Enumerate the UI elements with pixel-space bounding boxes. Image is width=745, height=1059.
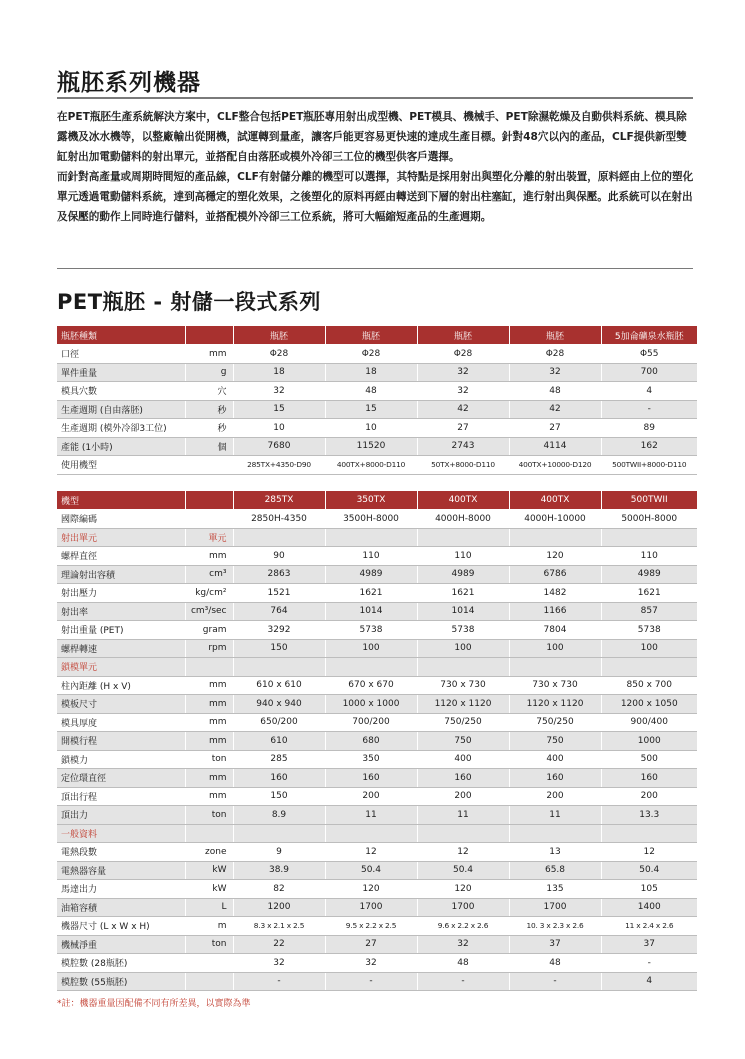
row-value: 1621 <box>325 584 417 603</box>
table-row <box>57 602 697 621</box>
row-label: 機械淨重 <box>57 935 185 954</box>
machine-spec-table <box>57 491 697 991</box>
row-value: 32 <box>417 935 509 954</box>
row-label: 開模行程 <box>57 732 185 751</box>
row-value: Φ28 <box>417 345 509 364</box>
row-value: 7804 <box>509 621 601 640</box>
header-label: 機型 <box>57 491 185 510</box>
row-value: 1621 <box>417 584 509 603</box>
row-value: 940 x 940 <box>233 695 325 714</box>
table-row <box>57 750 697 769</box>
row-value: 9.6 x 2.2 x 2.6 <box>417 917 509 936</box>
row-value: 400TX+8000-D110 <box>325 456 417 475</box>
row-unit: mm <box>185 695 233 714</box>
intro-paragraph-1: 在PET瓶胚生產系統解決方案中，CLF整合包括PET瓶胚專用射出成型機、PET模具、機械手、PET除濕乾燥及自動供料系統、模具除露機及冰水機等，以整廠輸出從開機，試運轉到量產，讓客戶能更容易更快速的達成生產目標。針對48穴以內的產品，CLF提供新型雙缸射出加電動儲料的射出單元，並搭配自由落胚或模外冷卻三工位的機型供客戶選擇。 <box>57 111 687 163</box>
row-value: 120 <box>417 880 509 899</box>
table-row <box>57 584 697 603</box>
row-label: 電熱段數 <box>57 843 185 862</box>
header-col: 瓶胚 <box>233 326 325 345</box>
row-value: 1014 <box>417 602 509 621</box>
row-value: 11 x 2.4 x 2.6 <box>601 917 697 936</box>
table-header-row <box>57 326 697 345</box>
table-row <box>57 437 697 456</box>
row-value: 48 <box>325 382 417 401</box>
row-value: 850 x 700 <box>601 676 697 695</box>
header-unit <box>185 491 233 510</box>
table-row <box>57 400 697 419</box>
row-unit: mm <box>185 676 233 695</box>
row-value: 42 <box>509 400 601 419</box>
row-label: 頂出力 <box>57 806 185 825</box>
row-label: 模腔數 (28瓶胚) <box>57 954 185 973</box>
row-value: Φ28 <box>325 345 417 364</box>
row-unit: 秒 <box>185 400 233 419</box>
row-value: 32 <box>325 954 417 973</box>
table-row <box>57 898 697 917</box>
table-row <box>57 676 697 695</box>
empty-cell <box>325 528 417 547</box>
row-unit: ton <box>185 806 233 825</box>
row-value: 200 <box>417 787 509 806</box>
row-value: 32 <box>233 382 325 401</box>
row-label: 模具穴數 <box>57 382 185 401</box>
empty-cell <box>233 528 325 547</box>
row-value: 32 <box>417 363 509 382</box>
row-unit: mm <box>185 547 233 566</box>
row-unit <box>185 456 233 475</box>
row-value: 27 <box>417 419 509 438</box>
row-value: 200 <box>325 787 417 806</box>
row-value: 110 <box>417 547 509 566</box>
row-value: 4989 <box>325 565 417 584</box>
row-label: 口徑 <box>57 345 185 364</box>
row-value: 4000H-10000 <box>509 510 601 529</box>
row-value: 50TX+8000-D110 <box>417 456 509 475</box>
row-value: 4 <box>601 382 697 401</box>
row-value: 730 x 730 <box>417 676 509 695</box>
row-value: 610 <box>233 732 325 751</box>
section-title: PET瓶胚 - 射儲一段式系列 <box>57 290 321 314</box>
row-value: 764 <box>233 602 325 621</box>
row-label: 定位環直徑 <box>57 769 185 788</box>
row-value: 2743 <box>417 437 509 456</box>
row-value: 500 <box>601 750 697 769</box>
row-value: 6786 <box>509 565 601 584</box>
row-value: 750 <box>509 732 601 751</box>
header-col: 400TX <box>509 491 601 510</box>
row-unit: kW <box>185 880 233 899</box>
row-value: 700/200 <box>325 713 417 732</box>
row-unit: 穴 <box>185 382 233 401</box>
row-value: 150 <box>233 639 325 658</box>
row-unit <box>185 954 233 973</box>
row-value: 200 <box>509 787 601 806</box>
row-value: 285TX+4350-D90 <box>233 456 325 475</box>
table-row <box>57 843 697 862</box>
row-unit: zone <box>185 843 233 862</box>
row-value: 750 <box>417 732 509 751</box>
section-unit <box>185 658 233 677</box>
row-value: 1621 <box>601 584 697 603</box>
empty-cell <box>509 658 601 677</box>
footnote: *註：機器重量因配備不同有所差異，以實際為準 <box>57 999 251 1009</box>
row-value: 5738 <box>601 621 697 640</box>
empty-cell <box>325 658 417 677</box>
row-label: 螺桿轉速 <box>57 639 185 658</box>
row-value: 350 <box>325 750 417 769</box>
row-unit: mm <box>185 345 233 364</box>
row-value: 900/400 <box>601 713 697 732</box>
row-value: 18 <box>325 363 417 382</box>
row-value: 37 <box>601 935 697 954</box>
row-value: 1200 x 1050 <box>601 695 697 714</box>
row-label: 模具厚度 <box>57 713 185 732</box>
row-label: 電熱器容量 <box>57 861 185 880</box>
table-section-row <box>57 658 697 677</box>
header-col: 350TX <box>325 491 417 510</box>
row-unit: ton <box>185 750 233 769</box>
row-value: 18 <box>233 363 325 382</box>
intro-paragraph-2: 而針對高產量或周期時間短的產品線，CLF有射儲分離的機型可以選擇，其特點是採用射出與塑化分離的射出裝置，原料經由上位的塑化單元透過電動儲料系統，達到高穩定的塑化效果，之後塑化的原料再經由轉送到下層的射出柱塞缸，進行射出與保壓。此系統可以在射出及保壓的動作上同時進行儲料，並搭配模外冷卻三工位系統，將可大幅縮短產品的生產週期。 <box>57 171 694 223</box>
row-value: 100 <box>325 639 417 658</box>
intro-divider <box>57 268 693 269</box>
row-value: 2863 <box>233 565 325 584</box>
row-unit: gram <box>185 621 233 640</box>
row-value: 48 <box>509 954 601 973</box>
row-value: 11520 <box>325 437 417 456</box>
empty-cell <box>233 824 325 843</box>
table-row <box>57 806 697 825</box>
empty-cell <box>417 528 509 547</box>
row-unit: g <box>185 363 233 382</box>
row-value: 2850H-4350 <box>233 510 325 529</box>
row-unit: kg/cm² <box>185 584 233 603</box>
row-value: 13 <box>509 843 601 862</box>
section-unit: 單元 <box>185 528 233 547</box>
row-value: - <box>417 972 509 991</box>
row-value: 50.4 <box>325 861 417 880</box>
row-value: 1200 <box>233 898 325 917</box>
row-value: 650/200 <box>233 713 325 732</box>
row-value: 37 <box>509 935 601 954</box>
empty-cell <box>509 824 601 843</box>
row-value: 857 <box>601 602 697 621</box>
table-row <box>57 769 697 788</box>
row-value: 162 <box>601 437 697 456</box>
table-row <box>57 621 697 640</box>
row-value: 100 <box>601 639 697 658</box>
row-label: 理論射出容積 <box>57 565 185 584</box>
row-value: 100 <box>417 639 509 658</box>
row-value: 1700 <box>325 898 417 917</box>
row-value: 32 <box>233 954 325 973</box>
row-value: 50.4 <box>417 861 509 880</box>
header-col: 500TWII <box>601 491 697 510</box>
row-unit: cm³ <box>185 565 233 584</box>
row-label: 頂出行程 <box>57 787 185 806</box>
header-col: 瓶胚 <box>417 326 509 345</box>
title-divider <box>57 97 693 99</box>
row-label: 柱內距離 (H x V) <box>57 676 185 695</box>
table-row <box>57 732 697 751</box>
row-value: 1000 <box>601 732 697 751</box>
row-value: 110 <box>601 547 697 566</box>
row-value: 1521 <box>233 584 325 603</box>
row-unit: kW <box>185 861 233 880</box>
row-value: 50.4 <box>601 861 697 880</box>
row-value: 1014 <box>325 602 417 621</box>
row-value: 38.9 <box>233 861 325 880</box>
table-row <box>57 419 697 438</box>
row-value: 8.3 x 2.1 x 2.5 <box>233 917 325 936</box>
table-row <box>57 510 697 529</box>
row-value: 65.8 <box>509 861 601 880</box>
table-section-row <box>57 824 697 843</box>
row-unit: 秒 <box>185 419 233 438</box>
row-label: 射出率 <box>57 602 185 621</box>
table-row <box>57 935 697 954</box>
row-unit: 個 <box>185 437 233 456</box>
row-label: 鎖模力 <box>57 750 185 769</box>
table-row <box>57 713 697 732</box>
empty-cell <box>417 824 509 843</box>
row-label: 機器尺寸 (L x W x H) <box>57 917 185 936</box>
row-value: 120 <box>509 547 601 566</box>
row-value: 160 <box>233 769 325 788</box>
row-value: 10 <box>325 419 417 438</box>
row-value: 9 <box>233 843 325 862</box>
row-value: 4000H-8000 <box>417 510 509 529</box>
header-col: 400TX <box>417 491 509 510</box>
table-row <box>57 345 697 364</box>
row-value: 610 x 610 <box>233 676 325 695</box>
empty-cell <box>509 528 601 547</box>
row-value: Φ28 <box>233 345 325 364</box>
row-value: 11 <box>417 806 509 825</box>
header-label: 瓶胚種類 <box>57 326 185 345</box>
table-section-row <box>57 528 697 547</box>
row-value: 1400 <box>601 898 697 917</box>
row-value: 12 <box>325 843 417 862</box>
table-row <box>57 639 697 658</box>
row-value: 4114 <box>509 437 601 456</box>
row-value: 22 <box>233 935 325 954</box>
row-value: 82 <box>233 880 325 899</box>
row-value: 730 x 730 <box>509 676 601 695</box>
row-value: 15 <box>233 400 325 419</box>
row-label: 模腔數 (55瓶胚) <box>57 972 185 991</box>
page-title: 瓶胚系列機器 <box>57 70 201 96</box>
row-value: 1166 <box>509 602 601 621</box>
row-value: 3292 <box>233 621 325 640</box>
row-unit: mm <box>185 769 233 788</box>
row-label: 生產週期 (模外冷卻3工位) <box>57 419 185 438</box>
row-value: 27 <box>325 935 417 954</box>
table-row <box>57 565 697 584</box>
intro-text <box>57 107 697 227</box>
row-value: 1120 x 1120 <box>417 695 509 714</box>
row-value: 110 <box>325 547 417 566</box>
row-value: 27 <box>509 419 601 438</box>
row-label: 射出重量 (PET) <box>57 621 185 640</box>
table-header-row <box>57 491 697 510</box>
row-value: 5738 <box>417 621 509 640</box>
row-value: 160 <box>417 769 509 788</box>
row-value: 9.5 x 2.2 x 2.5 <box>325 917 417 936</box>
row-label: 馬達出力 <box>57 880 185 899</box>
row-value: 1482 <box>509 584 601 603</box>
row-unit: mm <box>185 713 233 732</box>
header-col: 瓶胚 <box>325 326 417 345</box>
row-value: - <box>601 400 697 419</box>
row-value: 32 <box>509 363 601 382</box>
row-label: 產能 (1小時) <box>57 437 185 456</box>
section-label: 射出單元 <box>57 528 185 547</box>
table-row <box>57 695 697 714</box>
row-unit: m <box>185 917 233 936</box>
row-value: 200 <box>601 787 697 806</box>
row-value: 15 <box>325 400 417 419</box>
table-row <box>57 363 697 382</box>
row-value: 4989 <box>417 565 509 584</box>
row-value: - <box>233 972 325 991</box>
empty-cell <box>601 824 697 843</box>
row-value: 750/250 <box>417 713 509 732</box>
row-value: 11 <box>509 806 601 825</box>
row-label: 油箱容積 <box>57 898 185 917</box>
table-row <box>57 954 697 973</box>
row-value: 680 <box>325 732 417 751</box>
row-value: 135 <box>509 880 601 899</box>
table-row <box>57 972 697 991</box>
row-label: 模板尺寸 <box>57 695 185 714</box>
row-value: 285 <box>233 750 325 769</box>
empty-cell <box>325 824 417 843</box>
row-value: 89 <box>601 419 697 438</box>
section-label: 一般資料 <box>57 824 185 843</box>
row-unit: mm <box>185 787 233 806</box>
table-row <box>57 787 697 806</box>
row-value: 90 <box>233 547 325 566</box>
row-value: 5000H-8000 <box>601 510 697 529</box>
row-value: 10. 3 x 2.3 x 2.6 <box>509 917 601 936</box>
row-value: 750/250 <box>509 713 601 732</box>
row-unit: cm³/sec <box>185 602 233 621</box>
table-row <box>57 880 697 899</box>
row-value: 5738 <box>325 621 417 640</box>
row-value: 400TX+10000-D120 <box>509 456 601 475</box>
row-unit: L <box>185 898 233 917</box>
row-value: 4 <box>601 972 697 991</box>
row-label: 使用機型 <box>57 456 185 475</box>
row-value: 150 <box>233 787 325 806</box>
row-unit: rpm <box>185 639 233 658</box>
row-value: 670 x 670 <box>325 676 417 695</box>
row-value: 10 <box>233 419 325 438</box>
row-value: 42 <box>417 400 509 419</box>
row-unit: ton <box>185 935 233 954</box>
row-unit <box>185 972 233 991</box>
row-label: 單件重量 <box>57 363 185 382</box>
row-value: 48 <box>417 954 509 973</box>
row-value: 160 <box>601 769 697 788</box>
header-col: 瓶胚 <box>509 326 601 345</box>
row-unit: mm <box>185 732 233 751</box>
row-value: 7680 <box>233 437 325 456</box>
empty-cell <box>417 658 509 677</box>
row-value: 120 <box>325 880 417 899</box>
table-row <box>57 456 697 475</box>
section-label: 鎖模單元 <box>57 658 185 677</box>
table-row <box>57 861 697 880</box>
table-row <box>57 547 697 566</box>
row-value: 1700 <box>417 898 509 917</box>
header-unit <box>185 326 233 345</box>
row-value: 1120 x 1120 <box>509 695 601 714</box>
row-value: 12 <box>601 843 697 862</box>
row-value: 8.9 <box>233 806 325 825</box>
row-label: 射出壓力 <box>57 584 185 603</box>
row-value: 400 <box>417 750 509 769</box>
row-label: 國際編碼 <box>57 510 185 529</box>
empty-cell <box>233 658 325 677</box>
row-value: - <box>509 972 601 991</box>
row-value: 700 <box>601 363 697 382</box>
row-value: 13.3 <box>601 806 697 825</box>
row-value: 48 <box>509 382 601 401</box>
table-row <box>57 917 697 936</box>
row-value: 3500H-8000 <box>325 510 417 529</box>
row-value: 32 <box>417 382 509 401</box>
row-value: Φ55 <box>601 345 697 364</box>
row-value: 105 <box>601 880 697 899</box>
row-value: 400 <box>509 750 601 769</box>
row-value: 500TWII+8000-D110 <box>601 456 697 475</box>
empty-cell <box>601 658 697 677</box>
section-unit <box>185 824 233 843</box>
row-value: 4989 <box>601 565 697 584</box>
row-value: 160 <box>325 769 417 788</box>
table-row <box>57 382 697 401</box>
row-value: 11 <box>325 806 417 825</box>
header-col: 285TX <box>233 491 325 510</box>
row-value: 160 <box>509 769 601 788</box>
row-label: 生產週期 (自由落胚) <box>57 400 185 419</box>
preform-type-table <box>57 326 697 475</box>
row-value: - <box>325 972 417 991</box>
row-value: Φ28 <box>509 345 601 364</box>
row-value: 100 <box>509 639 601 658</box>
row-value: - <box>601 954 697 973</box>
row-unit <box>185 510 233 529</box>
row-value: 12 <box>417 843 509 862</box>
row-label: 螺桿直徑 <box>57 547 185 566</box>
empty-cell <box>601 528 697 547</box>
header-col: 5加侖礦泉水瓶胚 <box>601 326 697 345</box>
row-value: 1000 x 1000 <box>325 695 417 714</box>
row-value: 1700 <box>509 898 601 917</box>
